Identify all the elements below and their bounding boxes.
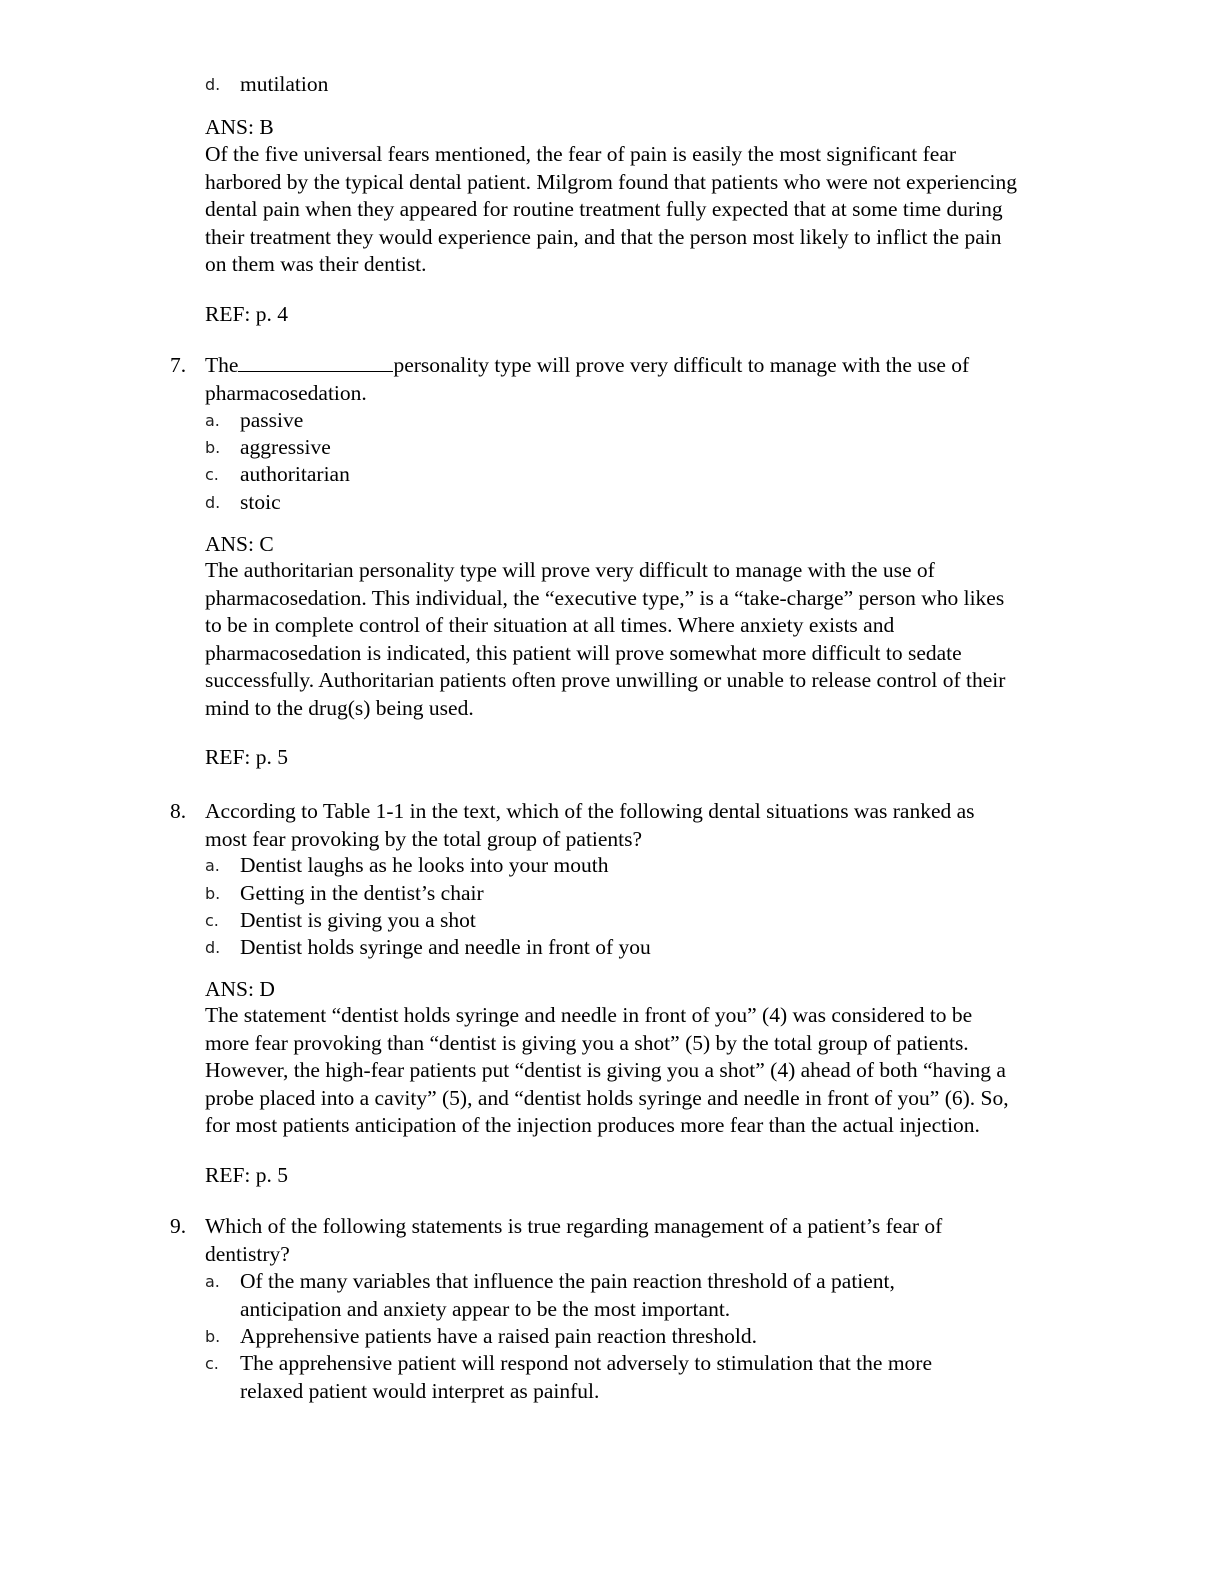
explanation-line: pharmacosedation. This individual, the “executive type,” is a “take-charge” person who likes [205,585,1005,610]
option-letter: b. [205,438,221,457]
explanation-line: more fear provoking than “dentist is giving you a shot” (5) by the total group of patients. [205,1030,969,1055]
q7-stem [205,352,1105,407]
stem-line: pharmacosedation. [205,380,367,405]
explanation-line: harbored by the typical dental patient. Milgrom found that patients who were not experiencing [205,169,1017,194]
option-line: relaxed patient would interpret as painful. [240,1378,600,1403]
option-text: authoritarian [240,462,350,486]
option-letter: c. [205,465,219,484]
option-letter: b. [205,1327,221,1346]
stem-start: The [205,353,239,377]
explanation-line: pharmacosedation is indicated, this patient will prove somewhat more difficult to sedate [205,640,962,665]
q9-number: 9. [170,1214,187,1238]
option-letter: a. [205,1272,220,1291]
q8-explanation [205,1002,1125,1140]
q6-reference: REF: p. 4 [205,302,289,326]
option-letter: d. [205,493,221,512]
option-line: Apprehensive patients have a raised pain reaction threshold. [240,1324,758,1348]
option-text [240,1350,1110,1405]
stem-line: According to Table 1-1 in the text, which of the following dental situations was ranked as [205,799,975,823]
q8-stem [205,798,1105,853]
stem-end: personality type will prove very difficult to manage with the use of [393,353,970,377]
option-text: Dentist laughs as he looks into your mouth [240,853,609,877]
q8-answer: ANS: D [205,977,275,1001]
explanation-line: The authoritarian personality type will prove very difficult to manage with the use of [205,558,935,582]
explanation-line: Of the five universal fears mentioned, the fear of pain is easily the most significant fear [205,142,957,166]
option-letter: a. [205,856,220,875]
option-text: passive [240,408,304,432]
explanation-line: to be in complete control of their situation at all times. Where anxiety exists and [205,613,895,637]
explanation-line: dental pain when they appeared for routine treatment fully expected that at some time during [205,197,1003,221]
q7-reference: REF: p. 5 [205,745,289,769]
explanation-line: The statement “dentist holds syringe and needle in front of you” (4) was considered to be [205,1003,973,1027]
option-letter: b. [205,884,221,903]
option-line: Of the many variables that influence the pain reaction threshold of a patient, [240,1269,895,1293]
q7-number: 7. [170,353,187,377]
option-text: Dentist holds syringe and needle in front of you [240,935,651,959]
explanation-line: successfully. Authoritarian patients often prove unwilling or unable to release control of their [205,668,1006,692]
option-text: mutilation [240,72,329,96]
explanation-line: mind to the drug(s) being used. [205,695,474,720]
option-letter: c. [205,1354,219,1373]
stem-line: Which of the following statements is true regarding management of a patient’s fear of [205,1214,943,1238]
option-letter: c. [205,911,219,930]
option-letter: d. [205,75,221,94]
q9-stem [205,1213,1105,1268]
explanation-line: for most patients anticipation of the injection produces more fear than the actual injection. [205,1113,980,1137]
explanation-line: on them was their dentist. [205,252,427,276]
option-line: anticipation and anxiety appear to be the most important. [240,1296,731,1321]
explanation-line: However, the high-fear patients put “dentist is giving you a shot” (4) ahead of both “having a [205,1058,1006,1082]
option-text: Getting in the dentist’s chair [240,881,484,905]
option-text: stoic [240,490,281,514]
option-letter: d. [205,938,221,957]
stem-line: most fear provoking by the total group of patients? [205,826,643,851]
option-text: aggressive [240,435,331,459]
fill-in-blank [238,353,393,372]
option-letter: a. [205,411,220,430]
explanation-line: probe placed into a cavity” (5), and “dentist holds syringe and needle in front of you” (6). So, [205,1085,1009,1110]
q6-explanation [205,141,1125,279]
option-text [240,1268,1110,1323]
q6-answer: ANS: B [205,115,274,139]
q7-answer: ANS: C [205,532,274,556]
q8-number: 8. [170,799,187,823]
option-text [240,1323,1110,1351]
option-line: The apprehensive patient will respond not adversely to stimulation that the more [240,1351,932,1375]
option-text: Dentist is giving you a shot [240,908,476,932]
explanation-line: their treatment they would experience pain, and that the person most likely to inflict the pain [205,224,1002,249]
q8-reference: REF: p. 5 [205,1163,289,1187]
stem-line: dentistry? [205,1241,290,1266]
q7-explanation [205,557,1125,722]
